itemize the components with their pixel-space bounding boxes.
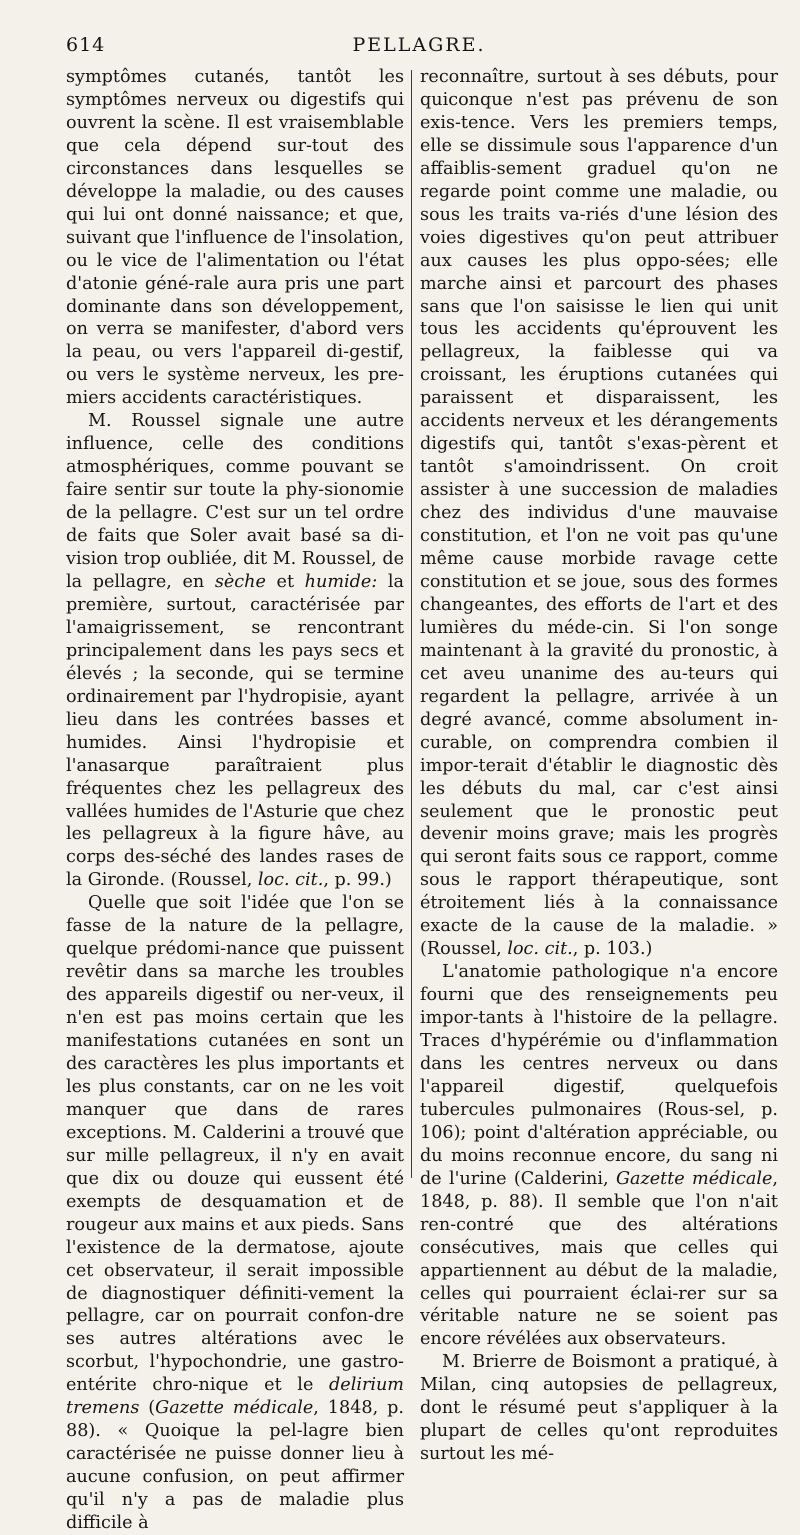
text-segment: reconnaître, surtout à ses débuts, pour quiconque n'est pas prévenu de son exis-tence. Vers les premiers temps, elle se dissimule sous l'apparence d'un affaiblis-sement graduel qu'on ne regarde point comme une maladie, ou sous les traits va-riés d'une lésion des voies digestives qu'on peut attribuer aux causes les plus oppo-sées; elle marche ainsi et parcourt des phases sans que l'on saisisse le lien qui unit tous les accidents qu'éprouvent les pellagreux, la faiblesse qui va croissant, les éruptions cutanées qui paraissent et disparaissent, les accidents nerveux et les dérangements digestifs qui, tantôt s'exas-pèrent et tantôt s'amoindrissent. On croit assister à une succession de maladies chez des individus d'une mauvaise constitution, et l'on ne voit pas qu'une même cause morbide ravage cette constitution et se joue, sous des formes changeantes, des efforts de l'art et des lumières du méde-cin. Si l'on songe maintenant à la gravité du pronostic, à cet aveu unanime des au-teurs qui regardent la pellagre, arrivée à un degré avancé, comme absolument in-curable, on comprendra combien il impor-terait d'établir le diagnostic dès les débuts du mal, car c'est ainsi seulement que le pronostic peut devenir moins grave; mais les progrès qui seront faits sous ce rapport, comme sous le rapport thérapeutique, sont étroitement liés à la connaissance exacte de la cause de la maladie. » (Roussel,: [420, 67, 778, 960]
column-rule: [411, 70, 412, 1178]
running-head: PELLAGRE.: [352, 34, 486, 56]
text-segment: et: [265, 571, 305, 592]
text-segment: la première, surtout, caractérisée par l'amaigrissement, se rencontrant principalement dans les pays secs et élevés ; la seconde, qui se termine ordinairement par l'hydropisie, ayant lieu dans les contrées basses et humides. Ainsi l'hydropisie et l'anasarque paraîtraient plus fréquentes chez les pellagreux des vallées humides de l'Asturie que chez les pellagreux à la figure hâve, au corps des-séché des landes rases de la Gironde. (Roussel,: [66, 571, 405, 891]
left-column: [66, 66, 405, 1534]
text-segment: , 1848, p. 88). « Quoique la pel-lagre bien caractérisée ne puisse donner lieu à aucune confusion, on peut affirmer qu'il n'y a pas de maladie plus difficile à: [66, 1398, 404, 1534]
italic-text: Gazette médicale: [615, 1168, 773, 1189]
italic-text: sèche: [214, 571, 266, 592]
paragraph: [66, 892, 404, 1535]
text-segment: , p. 103.): [572, 939, 653, 960]
paragraph: [66, 66, 404, 410]
text-segment: M. Brierre de Boismont a pratiqué, à Milan, cinq autopsies de pellagreux, dont le résumé peut s'appliquer à la plupart de celles qu'ont reproduites surtout les mé-: [420, 1352, 778, 1465]
page-header: [66, 34, 772, 64]
italic-text: loc. cit.: [507, 939, 573, 960]
page-number: 614: [66, 34, 106, 56]
text-segment: , p. 99.): [323, 870, 392, 891]
italic-text: humide:: [304, 571, 378, 592]
paragraph: [66, 410, 404, 892]
right-column: [420, 66, 778, 1465]
text-segment: Quelle que soit l'idée que l'on se fasse de la nature de la pellagre, quelque prédomi-nance que puissent revêtir dans sa marche les troubles des appareils digestif ou ner-veux, il n'en est pas moins certain que les manifestations cutanées en sont un des caractères les plus importants et les plus constants, car on ne les voit manquer que dans de rares exceptions. M. Calderini a trouvé que sur mille pellagreux, il n'y en avait que dix ou douze qui eussent été exempts de desquamation et de rougeur aux mains et aux pieds. Sans l'existence de la dermatose, ajoute cet observateur, il serait impossible de diagnostiquer définiti-vement la pellagre, car on pourrait confon-dre ses autres altérations avec le scorbut, l'hypochondrie, une gastro-entérite chro-nique et le: [66, 893, 404, 1396]
paragraph: [420, 66, 778, 961]
text-segment: , 1848, p. 88). Il semble que l'on n'ait ren-contré que des altérations consécutives, mais que celles qui appartiennent au début de la maladie, celles qui pourraient éclai-rer sur sa véritable nature ne se soient pas encore révélées aux observateurs.: [420, 1168, 778, 1350]
text-segment: (: [139, 1398, 156, 1419]
italic-text: loc. cit.: [257, 870, 324, 891]
italic-text: Gazette médicale: [155, 1398, 314, 1419]
paragraph: [420, 961, 778, 1351]
italic-text: delirium tremens: [66, 1375, 404, 1419]
text-segment: M. Roussel signale une autre influence, celle des conditions atmosphériques, comme pouvant se faire sentir sur toute la phy-sionomie de la pellagre. C'est sur un tel ordre de faits que Soler avait basé sa di-vision trop oubliée, dit M. Roussel, de la pellagre, en: [66, 411, 404, 592]
text-segment: symptômes cutanés, tantôt les symptômes nerveux ou digestifs qui ouvrent la scène. Il est vraisemblable que cela dépend sur-tout des circonstances dans lesquelles se développe la maladie, ou des causes qui lui ont donné naissance; et que, suivant que l'influence de l'insolation, ou le vice de l'alimentation ou l'état d'atonie géné-rale aura pris une part dominante dans son développement, on verra se manifester, d'abord vers la peau, ou vers l'appareil di-gestif, ou vers le système nerveux, les pre-miers accidents caractéristiques.: [66, 67, 404, 409]
text-segment: L'anatomie pathologique n'a encore fourni que des renseignements peu impor-tants à l'histoire de la pellagre. Traces d'hypérémie ou d'inflammation dans les centres nerveux ou dans l'appareil digestif, quelquefois tubercules pulmonaires (Rous-sel, p. 106); point d'altération appréciable, ou du moins reconnue encore, du sang ni de l'urine (Calderini,: [420, 962, 778, 1189]
paragraph: [420, 1351, 778, 1466]
